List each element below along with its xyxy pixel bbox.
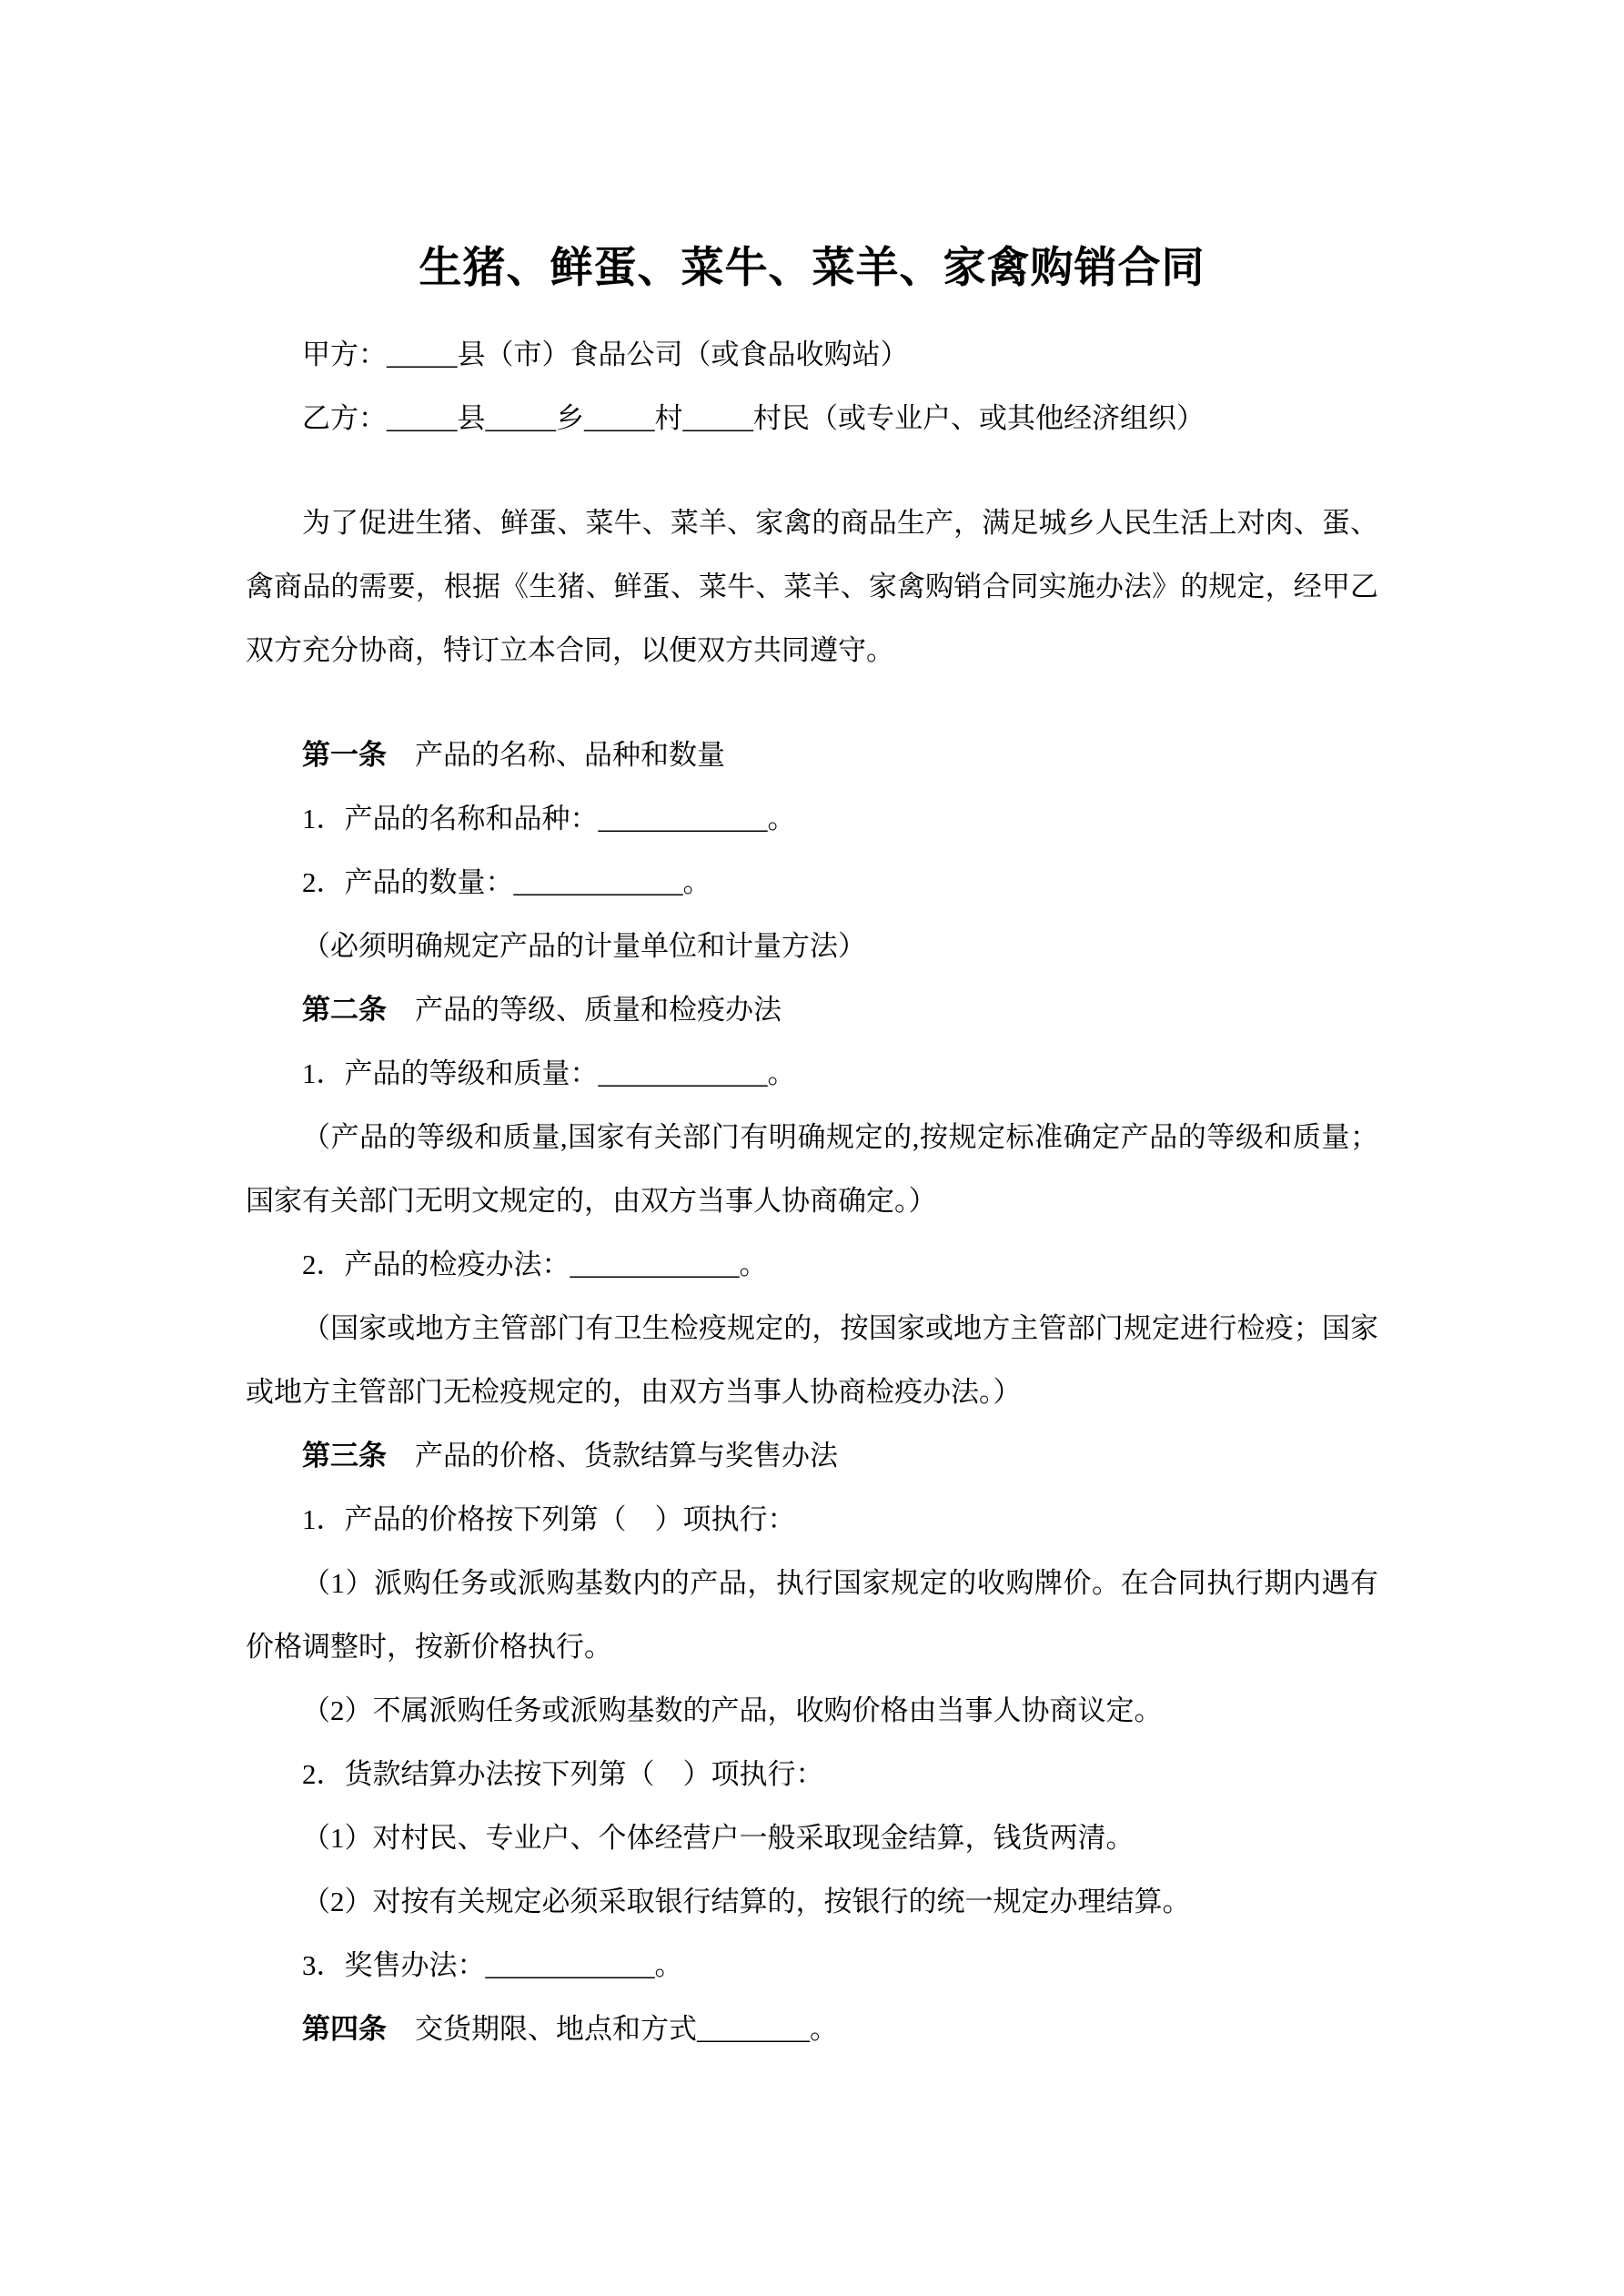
- intro-paragraph: [246, 491, 1378, 683]
- party-b-line: [246, 387, 1378, 450]
- item-product-name-text: 1．产品的名称和品种：____________。: [302, 803, 796, 834]
- item-reward-method: [246, 1934, 1378, 1998]
- clause-2-heading: [246, 978, 1378, 1042]
- item-grade-quality-text: 1．产品的等级和质量：____________。: [302, 1057, 796, 1089]
- clause-1-title: 产品的名称、品种和数量: [415, 739, 725, 771]
- sub-item-price-1: [246, 1552, 1378, 1679]
- party-b-text: 乙方：_____县_____乡_____村_____村民（或专业户、或其他经济组织）: [302, 402, 1205, 434]
- item-product-quantity: [246, 851, 1378, 915]
- intro-text: 为了促进生猪、鲜蛋、菜牛、菜羊、家禽的商品生产，满足城乡人民生活上对肉、蛋、禽商品的需要，根据《生猪、鲜蛋、菜牛、菜羊、家禽购销合同实施办法》的规定，经甲乙双方充分协商，特订立本合同，以便双方共同遵守。: [246, 507, 1378, 666]
- page-title: 生猪、鲜蛋、菜牛、菜羊、家禽购销合同: [419, 243, 1205, 291]
- note-measurement-text: （必须明确规定产品的计量单位和计量方法）: [302, 930, 866, 962]
- sub-item-settlement-2: [246, 1870, 1378, 1934]
- clause-1-number: 第一条: [302, 739, 387, 771]
- clause-3-number: 第三条: [302, 1440, 387, 1472]
- item-price-option: [246, 1488, 1378, 1552]
- sub-item-settlement-1: [246, 1806, 1378, 1870]
- note-grade-quality: [246, 1106, 1378, 1233]
- sub-item-settlement-1-text: （1）对村民、专业户、个体经营户一般采取现金结算，钱货两清。: [302, 1822, 1135, 1854]
- item-grade-quality: [246, 1042, 1378, 1106]
- clause-4-heading: [246, 1998, 1378, 2061]
- item-reward-method-text: 3．奖售办法：____________。: [302, 1949, 683, 1981]
- item-quarantine: [246, 1233, 1378, 1297]
- note-quarantine-text: （国家或地方主管部门有卫生检疫规定的，按国家或地方主管部门规定进行检疫；国家或地方主管部门无检疫规定的，由双方当事人协商检疫办法。）: [246, 1312, 1378, 1408]
- item-settlement-option: [246, 1743, 1378, 1806]
- note-measurement: [246, 915, 1378, 978]
- item-quarantine-text: 2．产品的检疫办法：____________。: [302, 1249, 768, 1280]
- clause-4-title: 交货期限、地点和方式________。: [415, 2013, 838, 2045]
- clause-1-heading: [246, 723, 1378, 787]
- clause-2-title: 产品的等级、质量和检疫办法: [415, 994, 782, 1026]
- sub-item-price-2-text: （2）不属派购任务或派购基数的产品，收购价格由当事人协商议定。: [302, 1694, 1163, 1726]
- item-product-name: [246, 787, 1378, 851]
- clause-3-title: 产品的价格、货款结算与奖售办法: [415, 1440, 838, 1472]
- item-product-quantity-text: 2．产品的数量：____________。: [302, 866, 711, 898]
- clause-4-number: 第四条: [302, 2013, 387, 2045]
- sub-item-price-2: [246, 1679, 1378, 1743]
- note-quarantine: [246, 1297, 1378, 1424]
- clause-2-number: 第二条: [302, 994, 387, 1026]
- item-settlement-option-text: 2．货款结算办法按下列第（ ）项执行：: [302, 1758, 824, 1790]
- clause-3-heading: [246, 1424, 1378, 1488]
- item-price-option-text: 1．产品的价格按下列第（ ）项执行：: [302, 1503, 796, 1535]
- party-a-text: 甲方：_____县（市）食品公司（或食品收购站）: [302, 339, 909, 370]
- party-a-line: [246, 323, 1378, 387]
- note-grade-quality-text: （产品的等级和质量,国家有关部门有明确规定的,按规定标准确定产品的等级和质量；国家有关部门无明文规定的，由双方当事人协商确定。）: [246, 1121, 1378, 1217]
- sub-item-settlement-2-text: （2）对按有关规定必须采取银行结算的，按银行的统一规定办理结算。: [302, 1886, 1191, 1917]
- sub-item-price-1-text: （1）派购任务或派购基数内的产品，执行国家规定的收购牌价。在合同执行期内遇有价格调整时，按新价格执行。: [246, 1567, 1378, 1663]
